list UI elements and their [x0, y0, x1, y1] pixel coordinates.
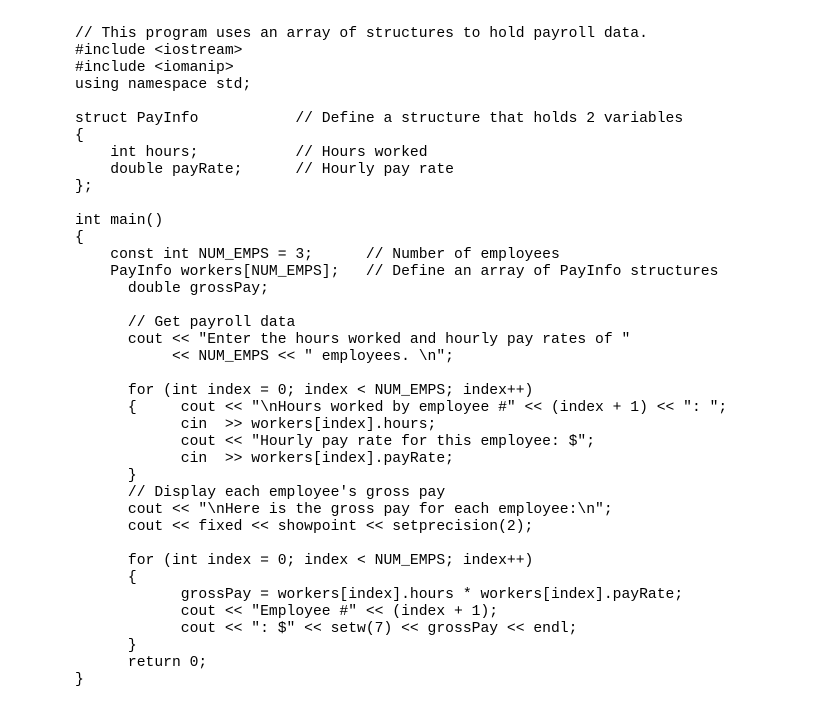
code-line-15: PayInfo workers[NUM_EMPS]; // Define an array of PayInfo structures — [75, 264, 719, 280]
code-line-29: cout << "\nHere is the gross pay for each employee:\n"; — [75, 502, 613, 518]
code-line-20: << NUM_EMPS << " employees. \n"; — [75, 349, 454, 365]
code-line-23: { cout << "\nHours worked by employee #" << (index + 1) << ": "; — [75, 400, 728, 416]
code-line-7: { — [75, 128, 84, 144]
code-line-13: { — [75, 230, 84, 246]
code-line-25: cout << "Hourly pay rate for this employee: $"; — [75, 434, 596, 450]
code-line-16: double grossPay; — [75, 281, 269, 297]
code-line-4: using namespace std; — [75, 77, 252, 93]
code-line-19: cout << "Enter the hours worked and hourly pay rates of " — [75, 332, 631, 348]
code-line-24: cin >> workers[index].hours; — [75, 417, 437, 433]
code-line-18: // Get payroll data — [75, 315, 296, 331]
code-line-10: }; — [75, 179, 93, 195]
code-line-32: for (int index = 0; index < NUM_EMPS; index++) — [75, 553, 534, 569]
code-line-30: cout << fixed << showpoint << setprecision(2); — [75, 519, 534, 535]
code-line-39: } — [75, 672, 84, 688]
code-line-26: cin >> workers[index].payRate; — [75, 451, 454, 467]
code-line-33: { — [75, 570, 137, 586]
code-line-35: cout << "Employee #" << (index + 1); — [75, 604, 499, 620]
code-line-36: cout << ": $" << setw(7) << grossPay << endl; — [75, 621, 578, 637]
code-line-38: return 0; — [75, 655, 208, 671]
code-line-34: grossPay = workers[index].hours * workers[index].payRate; — [75, 587, 684, 603]
code-line-3: #include <iomanip> — [75, 60, 234, 76]
code-line-2: #include <iostream> — [75, 43, 243, 59]
code-line-6: struct PayInfo // Define a structure that holds 2 variables — [75, 111, 684, 127]
code-line-14: const int NUM_EMPS = 3; // Number of employees — [75, 247, 560, 263]
code-line-27: } — [75, 468, 137, 484]
code-line-22: for (int index = 0; index < NUM_EMPS; index++) — [75, 383, 534, 399]
code-line-12: int main() — [75, 213, 164, 229]
code-line-9: double payRate; // Hourly pay rate — [75, 162, 454, 178]
code-line-1: // This program uses an array of structures to hold payroll data. — [75, 26, 648, 42]
code-line-28: // Display each employee's gross pay — [75, 485, 446, 501]
code-line-8: int hours; // Hours worked — [75, 145, 428, 161]
code-line-37: } — [75, 638, 137, 654]
